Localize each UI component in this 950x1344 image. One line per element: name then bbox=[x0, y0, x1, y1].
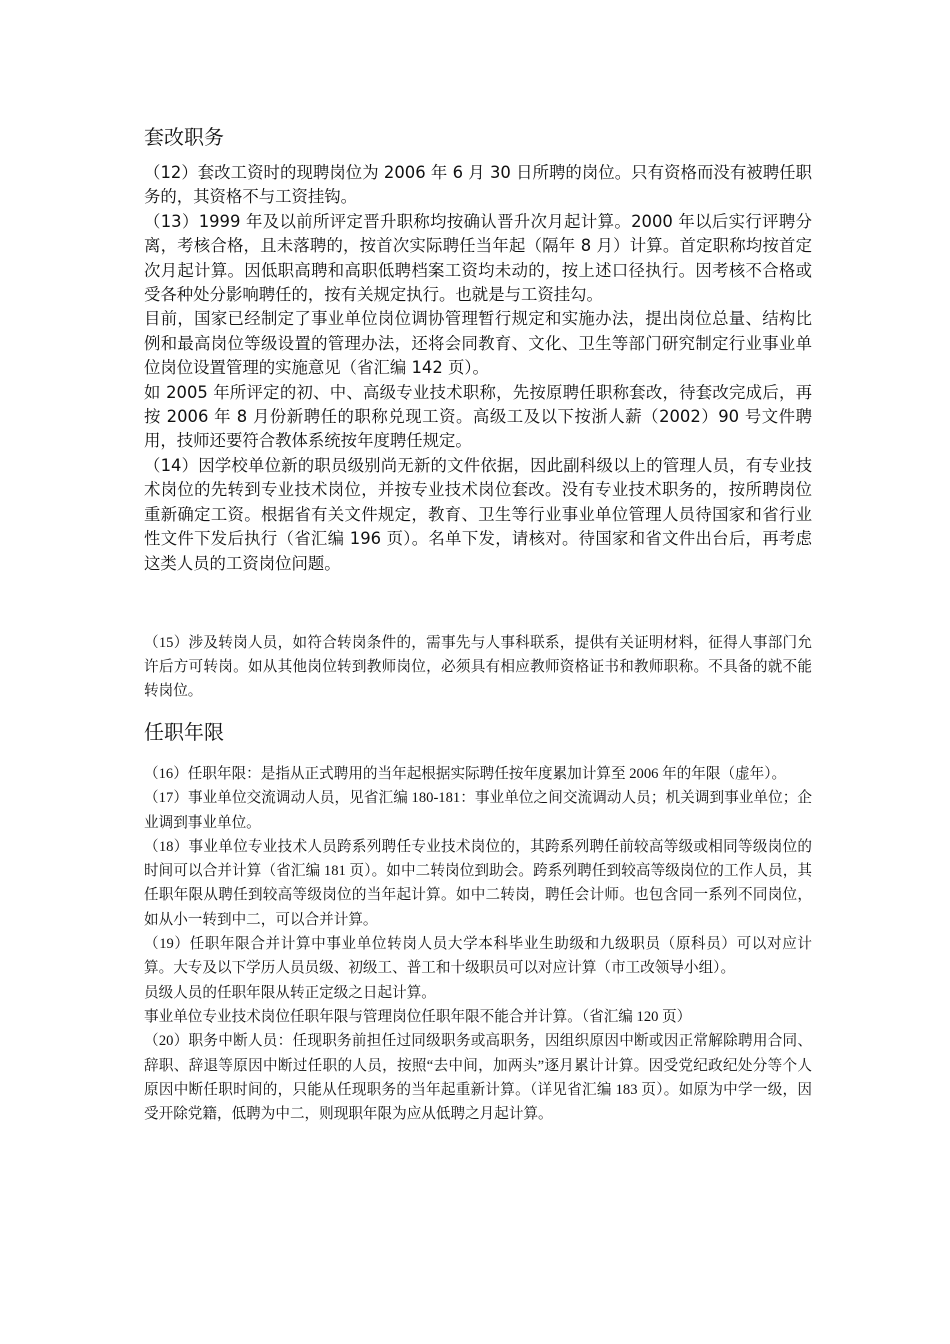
paragraph-staff-level-tenure: 员级人员的任职年限从转正定级之日起计算。 bbox=[144, 984, 436, 1001]
paragraph-17: （17）事业单位交流调动人员，见省汇编 180-181：事业单位之间交流调动人员；机关调到事业单位；企业调到事业单位。 bbox=[144, 790, 812, 831]
paragraph-13: （13）1999 年及以前所评定晋升职称均按确认晋升次月起计算。2000 年以后实行评聘分离，考核合格，且未落聘的，按首次实际聘任当年起（隔年 8 月）计算。首定职称均按首定次月起计算。因低职高聘和高职低聘档案工资均未动的，按上述口径执行。因考核不合格或受各种处分影响聘任的，按有关规定执行。也就是与工资挂勾。 bbox=[144, 211, 812, 305]
paragraph-20: （20）职务中断人员：任现职务前担任过同级职务或高职务，因组织原因中断或因正常解除聘用合同、辞职、辞退等原因中断过任职的人员，按照“去中间，加两头”逐月累计计算。因受党纪政纪处分等个人原因中断任职时间的，只能从任现职务的当年起重新计算。（详见省汇编 183 页）。如原为中学一级，因受开除党籍，低聘为中二，则现职年限为应从低聘之月起计算。 bbox=[144, 1033, 812, 1123]
section-heading-tenure: 任职年限 bbox=[144, 720, 224, 744]
paragraph-15-block bbox=[144, 631, 812, 704]
paragraph-2005-titles: 如 2005 年所评定的初、中、高级专业技术职称，先按原聘任职称套改，待套改完成后，再按 2006 年 8 月份新聘任的职称兑现工资。高级工及以下按浙人薪（2002）90 号文件聘用，技师还要符合教体系统按年度聘任规定。 bbox=[144, 382, 812, 451]
paragraph-national-policy: 目前，国家已经制定了事业单位岗位调协管理暂行规定和实施办法，提出岗位总量、结构比例和最高岗位等级设置的管理办法，还将会同教育、文化、卫生等部门研究制定行业事业单位岗位设置管理的实施意见（省汇编 142 页）。 bbox=[144, 309, 812, 378]
paragraph-19: （19）任职年限合并计算中事业单位转岗人员大学本科毕业生助级和九级职员（原科员）可以对应计算。大专及以下学历人员员级、初级工、普工和十级职员可以对应计算（市工改领导小组）。 bbox=[144, 936, 812, 977]
paragraph-16: （16）任职年限：是指从正式聘用的当年起根据实际聘任按年度累加计算至 2006 年的年限（虚年）。 bbox=[144, 766, 787, 782]
paragraph-14: （14）因学校单位新的职员级别尚无新的文件依据，因此副科级以上的管理人员，有专业技术岗位的先转到专业技术岗位，并按专业技术岗位套改。没有专业技术职务的，按所聘岗位重新确定工资。根据省有关文件规定，教育、卫生等行业事业单位管理人员待国家和省行业性文件下发后执行（省汇编 196 页）。名单下发，请核对。待国家和省文件出台后，再考虑这类人员的工资岗位问题。 bbox=[144, 455, 812, 573]
section-body-tenure bbox=[144, 762, 812, 1126]
section-body-position-reform bbox=[144, 161, 812, 576]
section-heading-position-reform: 套改职务 bbox=[144, 125, 224, 149]
paragraph-tenure-not-combined: 事业单位专业技术岗位任职年限与管理岗位任职年限不能合并计算。（省汇编 120 页） bbox=[144, 1008, 692, 1025]
paragraph-15: （15）涉及转岗人员，如符合转岗条件的，需事先与人事科联系，提供有关证明材料，征得人事部门允许后方可转岗。如从其他岗位转到教师岗位，必须具有相应教师资格证书和教师职称。不具备的就不能转岗位。 bbox=[144, 635, 812, 700]
paragraph-18: （18）事业单位专业技术人员跨系列聘任专业技术岗位的，其跨系列聘任前较高等级或相同等级岗位的时间可以合并计算（省汇编 181 页）。如中二转岗位到助会。跨系列聘任到较高等级岗位的工作人员，其任职年限从聘任到较高等级岗位的当年起计算。如中二转岗，聘任会计师。也包含同一系列不同岗位，如从小一转到中二，可以合并计算。 bbox=[144, 838, 812, 928]
paragraph-12: （12）套改工资时的现聘岗位为 2006 年 6 月 30 日所聘的岗位。只有资格而没有被聘任职务的，其资格不与工资挂钩。 bbox=[144, 163, 812, 207]
